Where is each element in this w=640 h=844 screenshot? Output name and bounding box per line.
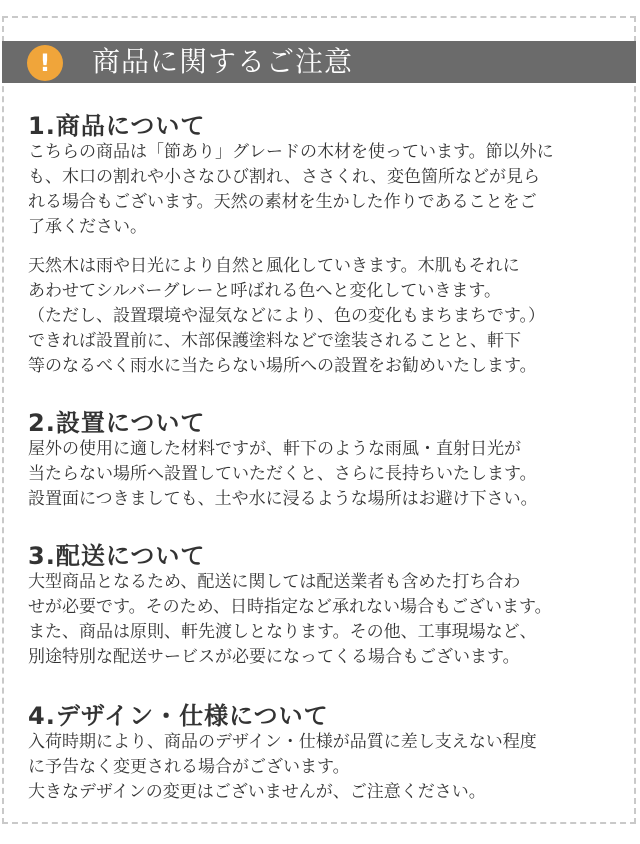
section-installation-paragraph	[28, 437, 628, 512]
section-design-paragraph	[28, 730, 628, 805]
text-line: 屋外の使用に適した材料ですが、軒下のような雨風・直射日光が	[28, 439, 521, 459]
text-line: も、木口の割れや小さなひび割れ、ささくれ、変色箇所などが見ら	[28, 167, 541, 187]
section-product-paragraph-1	[28, 140, 628, 240]
section-delivery-paragraph	[28, 570, 628, 670]
text-line: あわせてシルバーグレーと呼ばれる色へと変化していきます。	[28, 281, 502, 301]
text-line: 大きなデザインの変更はございませんが、ご注意ください。	[28, 782, 486, 802]
text-line: 了承ください。	[28, 217, 147, 237]
section-title-delivery: 3.配送について	[28, 542, 206, 570]
text-line: せが必要です。そのため、日時指定など承れない場合もございます。	[28, 597, 552, 617]
text-line: 設置面につきましても、土や水に浸るような場所はお避け下さい。	[28, 489, 538, 509]
text-line: れる場合もございます。天然の素材を生かした作りであることをご	[28, 192, 537, 212]
text-line: 当たらない場所へ設置していただくと、さらに長持ちいたします。	[28, 464, 537, 484]
text-line: また、商品は原則、軒先渡しとなります。その他、工事現場など、	[28, 622, 537, 642]
notice-title: 商品に関するご注意	[92, 45, 354, 78]
text-line: に予告なく変更される場合がございます。	[28, 757, 350, 777]
text-line: 入荷時期により、商品のデザイン・仕様が品質に差し支えない程度	[28, 732, 537, 752]
text-line: できれば設置前に、木部保護塗料などで塗装されることと、軒下	[28, 331, 521, 351]
text-line: 大型商品となるため、配送に関しては配送業者も含めた打ち合わ	[28, 572, 521, 592]
text-line: 等のなるべく雨水に当たらない場所への設置をお勧めいたします。	[28, 356, 537, 376]
text-line: 別途特別な配送サービスが必要になってくる場合もございます。	[28, 647, 520, 667]
section-title-product: 1.商品について	[28, 112, 206, 140]
section-product-paragraph-2	[28, 254, 628, 379]
notice-header	[2, 41, 636, 83]
text-line: 天然木は雨や日光により自然と風化していきます。木肌もそれに	[28, 256, 520, 276]
section-title-design: 4.デザイン・仕様について	[28, 702, 329, 730]
text-line: （ただし、設置環境や湿気などにより、色の変化もまちまちです。）	[28, 306, 545, 326]
text-line: こちらの商品は「節あり」グレードの木材を使っています。節以外に	[28, 142, 554, 162]
section-title-installation: 2.設置について	[28, 409, 206, 437]
exclamation-icon: !	[27, 45, 63, 81]
